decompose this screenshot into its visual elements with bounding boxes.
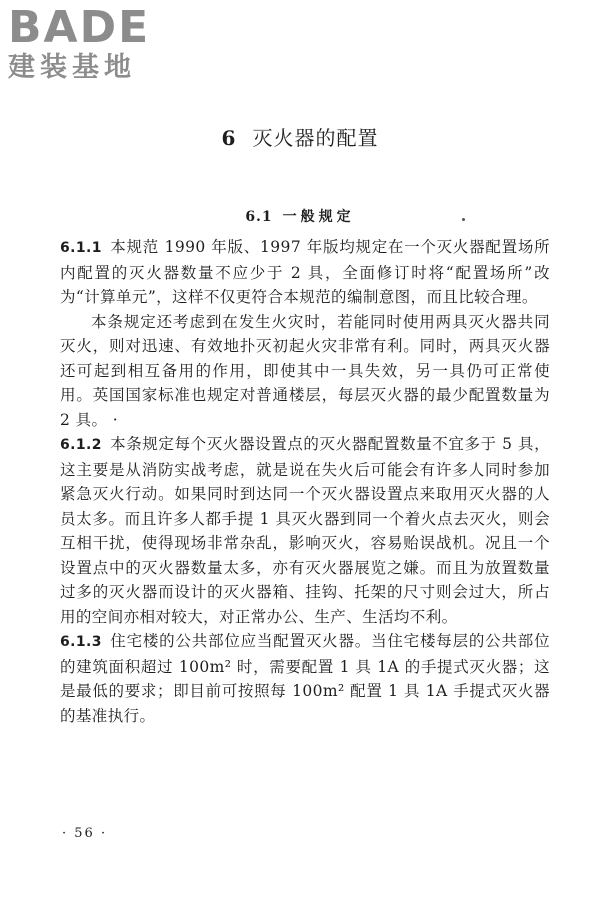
body-text [60,235,550,728]
logo-brand: BADE [8,2,151,53]
paragraph-text: 住宅楼的公共部位应当配置灭火器。当住宅楼每层的公共部位的建筑面积超过 100m² 时，需要配置 1 具 1A 的手提式灭火器；这是最低的要求；即目前可按照每 100m² 配置 1 具 1A 手提式灭火器的基准执行。 [60,632,550,725]
clause-paragraph [60,432,550,629]
clause-number: 6.1.1 [60,240,102,256]
chapter-title-text: 灭火器的配置 [252,126,379,150]
logo-subtitle: 建装基地 [8,52,136,83]
paragraph-text: 本条规定每个灭火器设置点的灭火器配置数量不宜多于 5 具，这主要是从消防实战考虑，就是说在失火后可能会有许多人同时参加紧急灭火行动。如果同时到达同一个灭火器设置点来取用灭火器的人员太多。而且许多人都手提 1 具灭火器到同一个着火点去灭火，则会互相干扰，使得现场非常杂乱，影响灭火，容易贻误战机。况且一个设置点中的灭火器数量太多，亦有灭火器展览之嫌。而且为放置数量过多的灭火器而设计的灭火器箱、挂钩、托架的尺寸则会过大，所占用的空间亦相对较大，对正常办公、生产、生活均不利。 [60,435,550,626]
clause-paragraph [60,235,550,310]
section-title [0,206,600,226]
chapter-title [0,122,600,151]
brand-logo [8,4,178,90]
clause-number: 6.1.3 [60,634,102,650]
page-number: · 56 · [62,826,108,841]
clause-paragraph [60,629,550,728]
chapter-number: 6 [221,126,237,150]
section-title-text: 一般规定 [282,209,355,225]
section-number: 6.1 [245,209,273,225]
paragraph [60,310,550,433]
paragraph-text: 本条规定还考虑到在发生火灾时，若能同时使用两具灭火器共同灭火，则对迅速、有效地扑灭初起火灾非常有利。同时，两具灭火器还可起到相互备用的作用，即使其中一具失效，另一具仍可正常使用。英国国家标准也规定对普通楼层，每层灭火器的最少配置数量为 2 具。 · [60,312,550,429]
clause-number: 6.1.2 [60,437,102,453]
paragraph-text: 本规范 1990 年版、1997 年版均规定在一个灭火器配置场所内配置的灭火器数量不应少于 2 具，全面修订时将“配置场所”改为“计算单元”，这样不仅更符合本规范的编制意图，而且比较合理。 [60,238,550,306]
stray-dot [462,218,465,221]
